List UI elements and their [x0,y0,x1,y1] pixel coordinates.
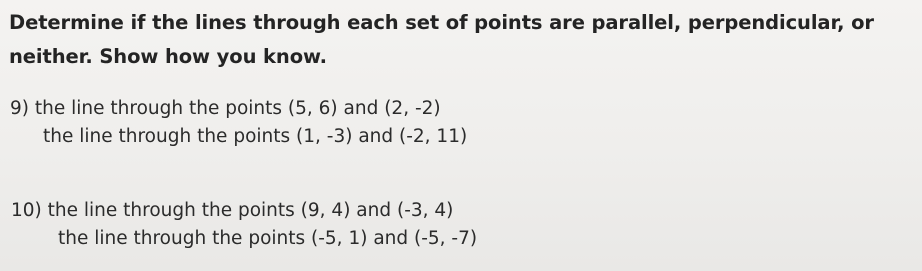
problem-9-line-1 [10,95,467,123]
problem-number: 10) [11,200,42,221]
problem-10-line-1 [11,197,477,225]
problem-text: the line through the points (5, 6) and (2, -2) [34,98,441,119]
problem-number: 9) [10,98,29,119]
problem-text: the line through the points (9, 4) and (-3, 4) [47,200,454,221]
problem-10-line-2: the line through the points (-5, 1) and (-5, -7) [58,228,478,249]
problem-10 [11,197,477,253]
problem-9-line-2: the line through the points (1, -3) and (-2, 11) [43,126,468,147]
instructions-text: Determine if the lines through each set of points are parallel, perpendicular, or neither. Show how you know. [9,11,874,68]
problem-9 [10,95,467,151]
